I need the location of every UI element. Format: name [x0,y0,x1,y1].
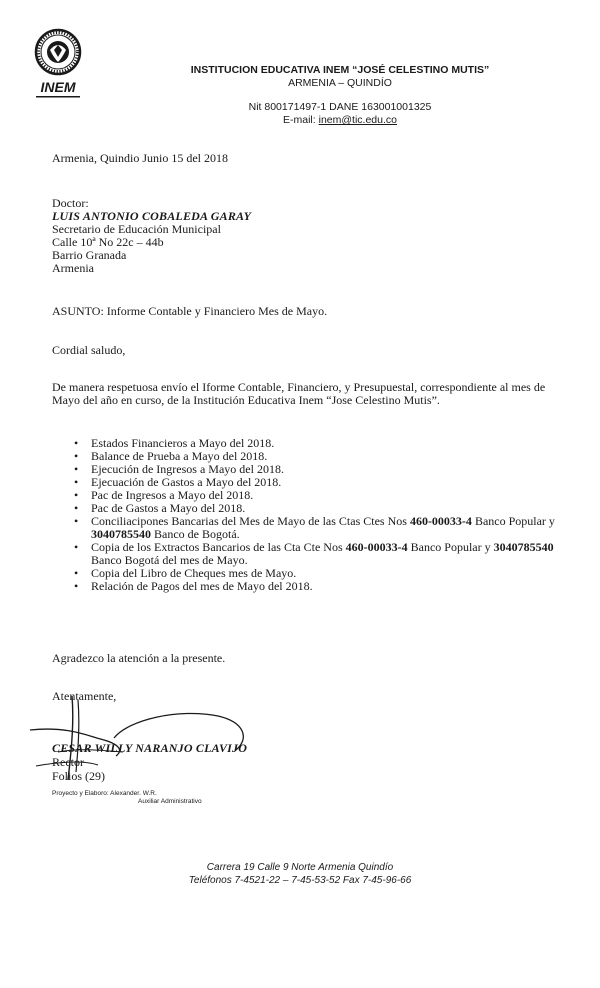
prepared-by [52,790,202,806]
email-link[interactable]: inem@tic.edu.co [318,114,397,126]
list-item: • Estados Financieros a Mayo del 2018. [74,437,564,450]
list-item: • Conciliacipones Bancarias del Mes de Mayo de las Ctas Ctes Nos 460-00033-4 Banco Popular y 3040785540 Banco de Bogotá. [74,515,564,541]
footer-address: Carrera 19 Calle 9 Norte Armenia Quindío [206,862,394,873]
recipient-block [52,197,552,275]
email-label: E-mail: [283,114,319,126]
list-item: • Copia del Libro de Cheques mes de Mayo. [74,567,564,580]
recipient-neighborhood: Barrio Granada [52,248,127,262]
logo-text: INEM [40,79,76,95]
institution-email [100,114,580,126]
recipient-title: Secretario de Educación Municipal [52,222,221,236]
recipient-salutation: Doctor: [52,196,89,210]
recipient-street: Calle 10ª No 22c – 44b [52,235,164,249]
letter-closing: Atentamente, [52,689,117,703]
folios-count: Folios (29) [52,769,106,783]
letter-date: Armenia, Quindio Junio 15 del 2018 [52,151,228,165]
institution-seal-logo [30,28,86,100]
list-item: • Copia de los Extractos Bancarios de las Cta Cte Nos 460-00033-4 Banco Popular y 3040785540 Banco Bogotá del mes de Mayo. [74,541,564,567]
letter-thanks: Agradezco la atención a la presente. [52,651,226,665]
footer-phones: Teléfonos 7-4521-22 – 7-45-53-52 Fax 7-45-96-66 [188,875,412,886]
recipient-city: Armenia [52,261,94,275]
list-item: • Relación de Pagos del mes de Mayo del 2018. [74,580,564,593]
attachments-list [74,437,564,593]
list-item: • Balance de Prueba a Mayo del 2018. [74,450,564,463]
list-item: • Ejecuación de Gastos a Mayo del 2018. [74,476,564,489]
prepared-by-role: Auxiliar Administrativo [138,798,202,805]
prepared-by-name: Proyecto y Elaboro: Alexander. W.R. [52,790,157,797]
institution-nit: Nit 800171497-1 DANE 163001001325 [248,101,432,113]
recipient-name: LUIS ANTONIO COBALEDA GARAY [52,209,252,223]
institution-city: ARMENIA – QUINDÍO [288,77,392,89]
list-item: • Ejecución de Ingresos a Mayo del 2018. [74,463,564,476]
list-item: • Pac de Gastos a Mayo del 2018. [74,502,564,515]
list-item: • Pac de Ingresos a Mayo del 2018. [74,489,564,502]
signer-name: CESAR WILLY NARANJO CLAVIJO [52,741,248,755]
letter-subject: ASUNTO: Informe Contable y Financiero Mes de Mayo. [52,304,328,318]
letter-greeting: Cordial saludo, [52,343,126,357]
institution-name: INSTITUCION EDUCATIVA INEM “JOSÉ CELESTINO MUTIS” [190,64,490,76]
signer-role: Rector [52,755,84,769]
letter-intro: De manera respetuosa envío el Iforme Contable, Financiero, y Presupuestal, correspondiente al mes de Mayo del año en curso, de la Institución Educativa Inem “Jose Celestino Mutis”. [52,380,546,407]
handwritten-signature [28,690,258,785]
